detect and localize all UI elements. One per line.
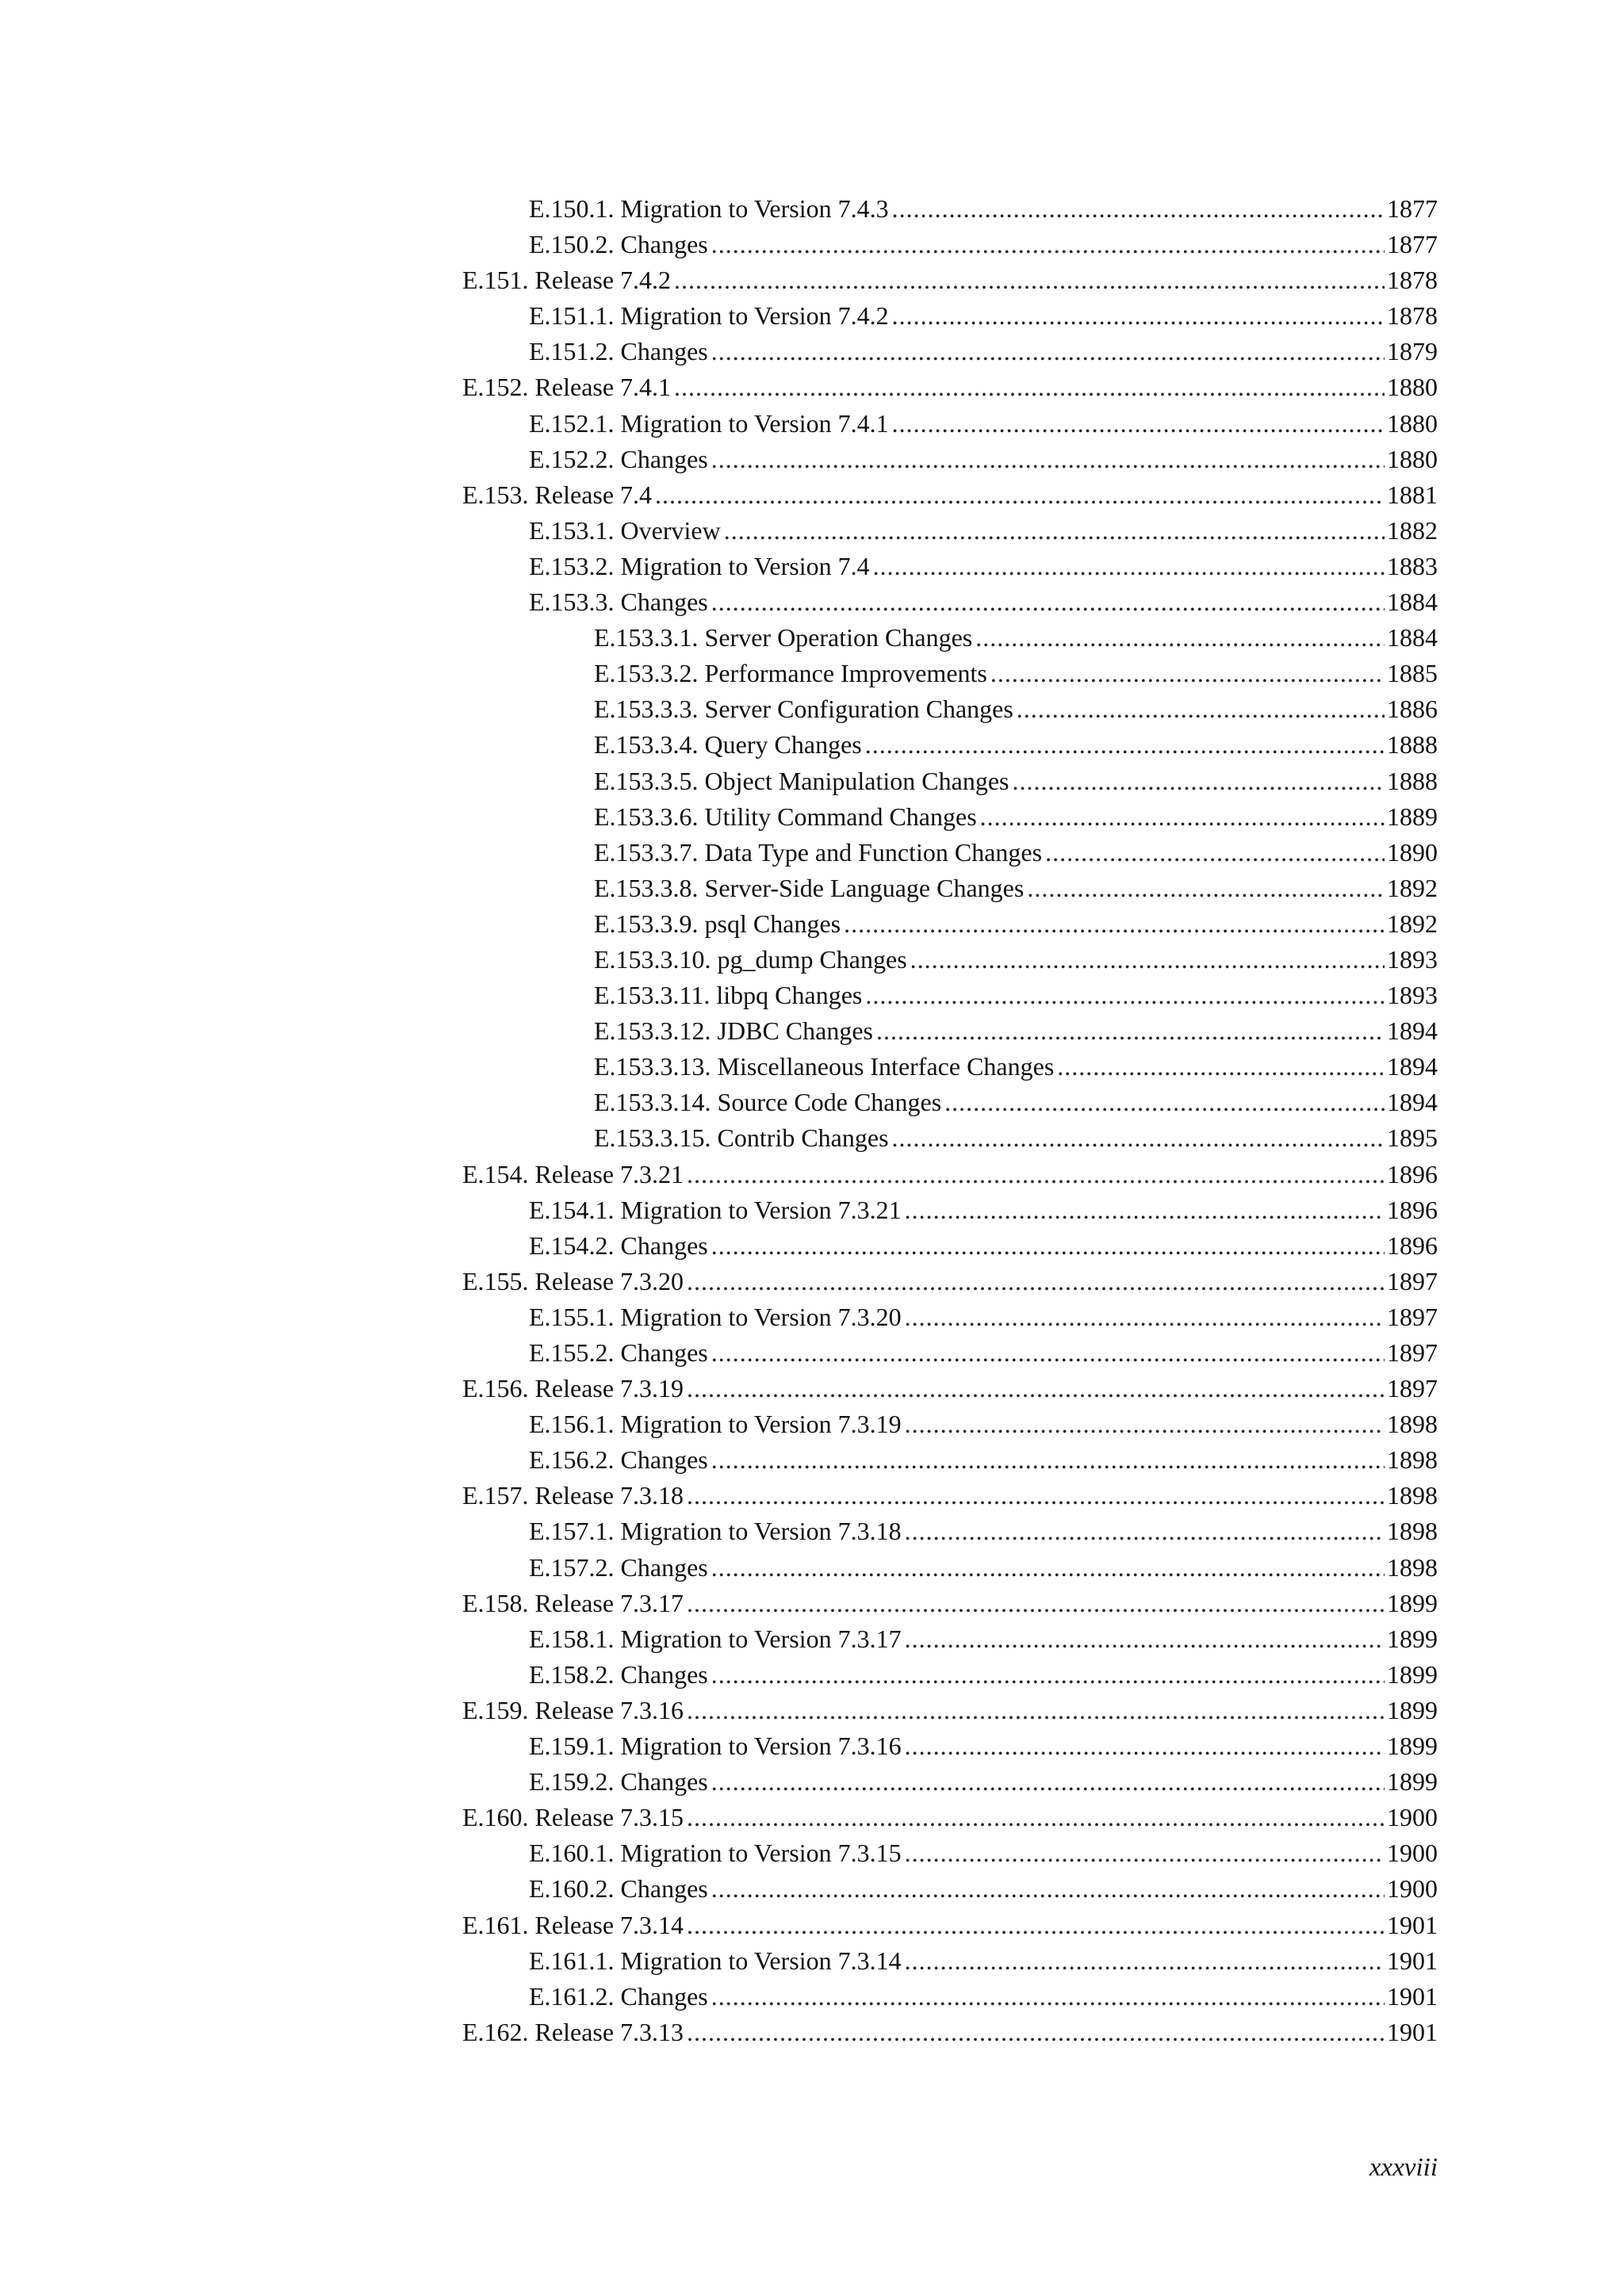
toc-entry[interactable] (462, 406, 1438, 442)
dot-leader (674, 369, 1385, 405)
toc-entry-page-number: 1882 (1387, 515, 1438, 545)
toc-entry-page-number: 1888 (1387, 730, 1438, 760)
dot-leader (1017, 691, 1385, 727)
toc-entry[interactable] (462, 1693, 1438, 1728)
toc-entry-page-number: 1878 (1387, 301, 1438, 331)
toc-entry[interactable] (462, 1442, 1438, 1478)
toc-entry-page-number: 1889 (1387, 802, 1438, 831)
toc-entry[interactable] (462, 1264, 1438, 1299)
toc-entry-page-number: 1881 (1387, 480, 1438, 509)
toc-entry-title: E.161.2. Changes (529, 1981, 708, 2011)
toc-entry-title: E.150.1. Migration to Version 7.4.3 (529, 194, 889, 223)
toc-entry[interactable] (462, 1478, 1438, 1513)
toc-entry-page-number: 1897 (1387, 1266, 1438, 1295)
toc-entry-page-number: 1897 (1387, 1302, 1438, 1331)
toc-entry-page-number: 1877 (1387, 230, 1438, 259)
toc-entry-title: E.153.3.13. Miscellaneous Interface Changes (594, 1052, 1055, 1081)
toc-entry-title: E.153.1. Overview (529, 515, 721, 545)
dot-leader (711, 1550, 1385, 1586)
toc-entry-title: E.159.2. Changes (529, 1767, 708, 1797)
toc-entry-title: E.152.1. Migration to Version 7.4.1 (529, 408, 889, 438)
dot-leader (975, 620, 1385, 656)
toc-entry[interactable] (462, 1228, 1438, 1264)
dot-leader (905, 1621, 1385, 1657)
toc-entry-title: E.161.1. Migration to Version 7.3.14 (529, 1946, 902, 1975)
toc-entry-page-number: 1880 (1387, 444, 1438, 473)
toc-entry-title: E.153.3.7. Data Type and Function Changes (594, 837, 1043, 867)
toc-entry-page-number: 1900 (1387, 1874, 1438, 1904)
toc-entry[interactable] (462, 191, 1438, 227)
dot-leader (1027, 871, 1385, 906)
dot-leader (711, 1442, 1385, 1478)
toc-entry-page-number: 1888 (1387, 766, 1438, 795)
dot-leader (1012, 763, 1385, 799)
toc-entry-page-number: 1892 (1387, 909, 1438, 938)
toc-entry-title: E.153.3.6. Utility Command Changes (594, 802, 977, 831)
toc-entry-title: E.159. Release 7.3.16 (462, 1695, 684, 1724)
toc-entry[interactable] (462, 835, 1438, 871)
dot-leader (990, 656, 1385, 691)
toc-entry-page-number: 1898 (1387, 1481, 1438, 1510)
dot-leader (687, 1371, 1385, 1406)
dot-leader (674, 262, 1385, 298)
toc-entry-title: E.156.1. Migration to Version 7.3.19 (529, 1410, 902, 1439)
dot-leader (980, 799, 1385, 835)
toc-entry[interactable] (462, 1371, 1438, 1406)
toc-entry-title: E.158.2. Changes (529, 1659, 708, 1689)
dot-leader (687, 1264, 1385, 1299)
toc-entry-title: E.157.2. Changes (529, 1552, 708, 1582)
toc-entry-title: E.153.3.10. pg_dump Changes (594, 944, 907, 974)
dot-leader (687, 1693, 1385, 1728)
toc-entry[interactable] (462, 1157, 1438, 1192)
dot-leader (892, 1120, 1385, 1156)
toc-entry[interactable] (462, 1013, 1438, 1049)
toc-entry-page-number: 1877 (1387, 194, 1438, 223)
dot-leader (711, 334, 1385, 369)
toc-entry-page-number: 1879 (1387, 337, 1438, 366)
toc-entry-title: E.160.2. Changes (529, 1874, 708, 1904)
toc-entry[interactable] (462, 584, 1438, 620)
toc-entry[interactable] (462, 1406, 1438, 1442)
dot-leader (892, 406, 1385, 442)
dot-leader (711, 584, 1385, 620)
dot-leader (655, 477, 1385, 513)
toc-entry-page-number: 1896 (1387, 1230, 1438, 1260)
toc-entry-page-number: 1897 (1387, 1374, 1438, 1403)
toc-entry[interactable] (462, 978, 1438, 1013)
toc-entry-title: E.155.2. Changes (529, 1338, 708, 1367)
toc-entry-page-number: 1899 (1387, 1659, 1438, 1689)
toc-entry[interactable] (462, 1979, 1438, 2015)
dot-leader (905, 1943, 1385, 1979)
toc-entry[interactable] (462, 691, 1438, 727)
toc-entry[interactable] (462, 2015, 1438, 2050)
toc-entry[interactable] (462, 1943, 1438, 1979)
table-of-contents (462, 191, 1438, 2050)
dot-leader (905, 1299, 1385, 1335)
toc-entry[interactable] (462, 799, 1438, 835)
dot-leader (711, 1228, 1385, 1264)
dot-leader (687, 1586, 1385, 1621)
toc-entry-title: E.152.2. Changes (529, 444, 708, 473)
dot-leader (873, 549, 1385, 584)
toc-entry-page-number: 1894 (1387, 1016, 1438, 1046)
dot-leader (910, 942, 1385, 978)
toc-entry[interactable] (462, 227, 1438, 262)
toc-entry-page-number: 1886 (1387, 695, 1438, 724)
toc-entry[interactable] (462, 1586, 1438, 1621)
dot-leader (1045, 835, 1385, 871)
toc-entry-title: E.153.3.2. Performance Improvements (594, 659, 987, 688)
toc-entry-title: E.153.3.3. Server Configuration Changes (594, 695, 1013, 724)
toc-entry[interactable] (462, 1550, 1438, 1586)
dot-leader (944, 1085, 1385, 1120)
dot-leader (711, 1657, 1385, 1693)
toc-entry[interactable] (462, 620, 1438, 656)
toc-entry-page-number: 1880 (1387, 373, 1438, 402)
toc-entry-title: E.153.3.1. Server Operation Changes (594, 623, 973, 652)
toc-entry[interactable] (462, 1800, 1438, 1835)
toc-entry-title: E.153.3.5. Object Manipulation Changes (594, 766, 1009, 795)
dot-leader (711, 1764, 1385, 1800)
toc-entry[interactable] (462, 1049, 1438, 1085)
toc-entry-title: E.159.1. Migration to Version 7.3.16 (529, 1732, 902, 1761)
toc-entry[interactable] (462, 763, 1438, 799)
toc-entry-page-number: 1884 (1387, 587, 1438, 617)
dot-leader (711, 1979, 1385, 2015)
toc-entry[interactable] (462, 1657, 1438, 1693)
toc-entry-title: E.153.3.9. psql Changes (594, 909, 841, 938)
toc-entry[interactable] (462, 1835, 1438, 1871)
toc-entry-title: E.155.1. Migration to Version 7.3.20 (529, 1302, 902, 1331)
toc-entry[interactable] (462, 1728, 1438, 1764)
dot-leader (687, 1478, 1385, 1513)
toc-entry[interactable] (462, 1764, 1438, 1800)
dot-leader (711, 1871, 1385, 1907)
dot-leader (1057, 1049, 1385, 1085)
toc-entry-page-number: 1900 (1387, 1803, 1438, 1832)
dot-leader (711, 442, 1385, 477)
toc-entry-title: E.153.3.15. Contrib Changes (594, 1123, 889, 1153)
toc-entry-title: E.151.2. Changes (529, 337, 708, 366)
toc-entry-title: E.151. Release 7.4.2 (462, 266, 672, 295)
toc-entry[interactable] (462, 656, 1438, 691)
toc-entry-page-number: 1901 (1387, 1981, 1438, 2011)
toc-entry-page-number: 1901 (1387, 2017, 1438, 2046)
toc-entry-title: E.154.2. Changes (529, 1230, 708, 1260)
toc-entry-title: E.153.3.12. JDBC Changes (594, 1016, 873, 1046)
toc-entry[interactable] (462, 906, 1438, 942)
page-number: xxxviii (1369, 2153, 1438, 2182)
toc-entry-page-number: 1890 (1387, 837, 1438, 867)
toc-entry-page-number: 1900 (1387, 1839, 1438, 1868)
toc-entry-page-number: 1892 (1387, 873, 1438, 902)
toc-entry-page-number: 1899 (1387, 1624, 1438, 1653)
toc-entry-title: E.153. Release 7.4 (462, 480, 653, 509)
toc-entry[interactable] (462, 298, 1438, 334)
toc-entry[interactable] (462, 442, 1438, 477)
toc-entry-page-number: 1899 (1387, 1767, 1438, 1797)
dot-leader (905, 1835, 1385, 1871)
dot-leader (865, 978, 1385, 1013)
toc-entry-title: E.158.1. Migration to Version 7.3.17 (529, 1624, 902, 1653)
toc-entry-page-number: 1883 (1387, 551, 1438, 580)
toc-entry-title: E.156. Release 7.3.19 (462, 1374, 684, 1403)
toc-entry-page-number: 1898 (1387, 1410, 1438, 1439)
toc-entry-title: E.155. Release 7.3.20 (462, 1266, 684, 1295)
toc-entry[interactable] (462, 1085, 1438, 1120)
toc-entry-page-number: 1901 (1387, 1946, 1438, 1975)
toc-entry-title: E.157.1. Migration to Version 7.3.18 (529, 1517, 902, 1546)
dot-leader (865, 727, 1385, 763)
toc-entry-page-number: 1898 (1387, 1552, 1438, 1582)
toc-entry-page-number: 1893 (1387, 944, 1438, 974)
toc-entry-page-number: 1895 (1387, 1123, 1438, 1153)
toc-entry-page-number: 1898 (1387, 1517, 1438, 1546)
toc-entry[interactable] (462, 369, 1438, 405)
dot-leader (876, 1013, 1385, 1049)
toc-entry-title: E.153.3.8. Server-Side Language Changes (594, 873, 1025, 902)
toc-entry-page-number: 1893 (1387, 981, 1438, 1010)
toc-entry-title: E.154. Release 7.3.21 (462, 1159, 684, 1188)
toc-entry[interactable] (462, 727, 1438, 763)
toc-entry-title: E.150.2. Changes (529, 230, 708, 259)
toc-entry-page-number: 1896 (1387, 1159, 1438, 1188)
dot-leader (905, 1192, 1385, 1228)
toc-entry-page-number: 1896 (1387, 1195, 1438, 1224)
toc-entry-page-number: 1901 (1387, 1910, 1438, 1939)
toc-entry-title: E.154.1. Migration to Version 7.3.21 (529, 1195, 902, 1224)
toc-entry-page-number: 1899 (1387, 1695, 1438, 1724)
toc-entry-title: E.153.3.11. libpq Changes (594, 981, 863, 1010)
toc-entry-title: E.158. Release 7.3.17 (462, 1588, 684, 1617)
toc-entry[interactable] (462, 1513, 1438, 1549)
dot-leader (687, 1800, 1385, 1835)
dot-leader (687, 1908, 1385, 1943)
toc-entry[interactable] (462, 1335, 1438, 1371)
toc-entry-title: E.156.2. Changes (529, 1445, 708, 1475)
toc-entry-title: E.153.3.14. Source Code Changes (594, 1088, 942, 1117)
toc-entry[interactable] (462, 871, 1438, 906)
toc-entry-title: E.157. Release 7.3.18 (462, 1481, 684, 1510)
toc-entry-page-number: 1899 (1387, 1732, 1438, 1761)
dot-leader (687, 2015, 1385, 2050)
toc-entry-page-number: 1878 (1387, 266, 1438, 295)
dot-leader (724, 513, 1385, 549)
toc-entry-title: E.162. Release 7.3.13 (462, 2017, 684, 2046)
toc-entry-page-number: 1884 (1387, 623, 1438, 652)
toc-entry[interactable] (462, 1621, 1438, 1657)
toc-entry-page-number: 1894 (1387, 1052, 1438, 1081)
toc-entry-page-number: 1894 (1387, 1088, 1438, 1117)
dot-leader (892, 191, 1385, 227)
toc-entry-title: E.161. Release 7.3.14 (462, 1910, 684, 1939)
toc-entry-page-number: 1880 (1387, 408, 1438, 438)
toc-entry-page-number: 1885 (1387, 659, 1438, 688)
toc-entry[interactable] (462, 549, 1438, 584)
toc-entry-title: E.152. Release 7.4.1 (462, 373, 672, 402)
toc-entry-title: E.153.3. Changes (529, 587, 708, 617)
toc-entry[interactable] (462, 1871, 1438, 1907)
toc-entry[interactable] (462, 1192, 1438, 1228)
toc-entry[interactable] (462, 513, 1438, 549)
toc-entry[interactable] (462, 1908, 1438, 1943)
toc-entry-page-number: 1899 (1387, 1588, 1438, 1617)
toc-entry-title: E.153.2. Migration to Version 7.4 (529, 551, 870, 580)
toc-entry-page-number: 1898 (1387, 1445, 1438, 1475)
dot-leader (905, 1406, 1385, 1442)
toc-entry[interactable] (462, 1299, 1438, 1335)
toc-entry[interactable] (462, 477, 1438, 513)
dot-leader (711, 227, 1385, 262)
toc-entry[interactable] (462, 334, 1438, 369)
toc-entry[interactable] (462, 942, 1438, 978)
toc-entry-title: E.151.1. Migration to Version 7.4.2 (529, 301, 889, 331)
dot-leader (905, 1513, 1385, 1549)
toc-entry[interactable] (462, 262, 1438, 298)
dot-leader (687, 1157, 1385, 1192)
dot-leader (711, 1335, 1385, 1371)
toc-entry[interactable] (462, 1120, 1438, 1156)
toc-entry-title: E.160.1. Migration to Version 7.3.15 (529, 1839, 902, 1868)
toc-entry-title: E.160. Release 7.3.15 (462, 1803, 684, 1832)
toc-entry-title: E.153.3.4. Query Changes (594, 730, 862, 760)
dot-leader (892, 298, 1385, 334)
dot-leader (844, 906, 1385, 942)
dot-leader (905, 1728, 1385, 1764)
toc-entry-page-number: 1897 (1387, 1338, 1438, 1367)
